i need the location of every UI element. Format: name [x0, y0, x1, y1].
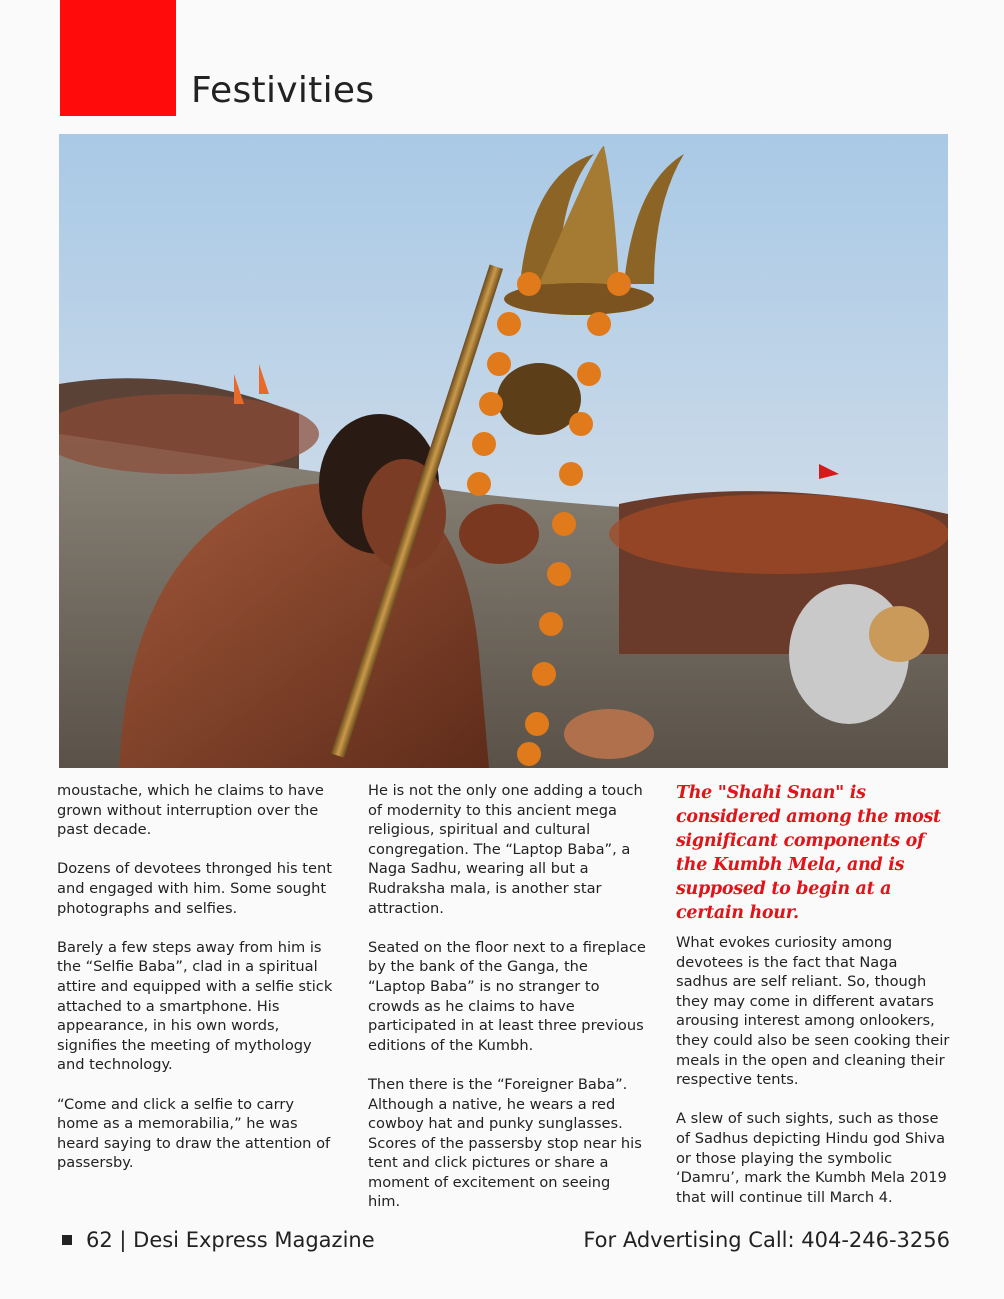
- photo-icon: [59, 134, 948, 768]
- paragraph: A slew of such sights, such as those of Sadhus depicting Hindu god Shiva or those playing the symbolic ‘Damru’, mark the Kumbh Mela 2019 that will continue till March 4.: [676, 1110, 947, 1206]
- paragraph: Barely a few steps away from him is the “Selfie Baba”, clad in a spiritual attire and equipped with a selfie stick attached to a smartphone. His appearance, in his own words, signifies the meeting of mythology and technology.: [57, 938, 333, 1074]
- paragraph: Then there is the “Foreigner Baba”. Although a native, he wears a red cowboy hat and punky sunglasses. Scores of the passersby stop near his tent and click pictures or share a moment of excitement on seeing him.: [368, 1075, 642, 1211]
- article-column-2: [368, 781, 646, 1232]
- square-bullet-icon: [62, 1235, 72, 1245]
- page-number-label: 62 | Desi Express Magazine: [86, 1228, 375, 1252]
- article-column-1: [57, 781, 335, 1192]
- paragraph: What evokes curiosity among devotees is the fact that Naga sadhus are self reliant. So, though they may come in different avatars arousing interest among onlookers, they could also be seen cooking their meals in the open and cleaning their respective tents.: [676, 934, 950, 1089]
- feature-photo: [59, 134, 948, 768]
- article-column-3: [676, 781, 952, 1227]
- footer-page-label: [62, 1228, 375, 1252]
- paragraph: Dozens of devotees thronged his tent and engaged with him. Some sought photographs and selfies.: [57, 860, 332, 917]
- section-color-block: [60, 0, 176, 116]
- paragraph: He is not the only one adding a touch of modernity to this ancient mega religious, spiritual and cultural congregation. The “Laptop Baba”, a Naga Sadhu, wearing all but a Rudraksha mala, is another star attraction.: [368, 782, 643, 917]
- section-title: Festivities: [191, 70, 375, 111]
- paragraph: moustache, which he claims to have grown without interruption over the past decade.: [57, 782, 324, 839]
- paragraph: “Come and click a selfie to carry home as a memorabilia,” he was heard saying to draw the attention of passersby.: [57, 1095, 331, 1172]
- footer-advert: For Advertising Call: 404-246-3256: [583, 1228, 950, 1252]
- pull-quote: The "Shahi Snan" is considered among the most significant components of the Kumbh Mela, and is supposed to begin at a certain hour.: [676, 783, 941, 923]
- paragraph: Seated on the floor next to a fireplace by the bank of the Ganga, the “Laptop Baba” is no stranger to crowds as he claims to have participated in at least three previous editions of the Kumbh.: [368, 938, 646, 1054]
